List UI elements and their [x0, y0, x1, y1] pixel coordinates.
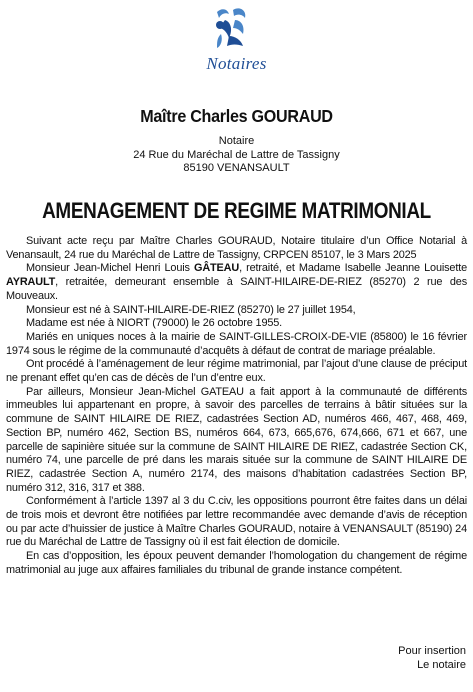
paragraph-marriage: Mariés en uniques noces à la mairie de SAINT-GILLES-CROIX-DE-VIE (85800) le 16 février 1974 sous le régime de la communauté d’acquêts à défaut de contrat de mariage préalable.	[6, 330, 467, 357]
office-address: 24 Rue du Maréchal de Lattre de Tassigny	[133, 148, 340, 161]
office-city: 85190 VENANSAULT	[183, 162, 290, 174]
office-name: Maître Charles GOURAUD	[140, 106, 333, 126]
office-role: Notaire	[218, 135, 255, 147]
notice-body	[6, 235, 467, 578]
parties-text-1: Monsieur Jean-Michel Henri Louis	[26, 262, 194, 275]
notaires-logo	[0, 6, 473, 73]
paragraph-wife-birth: Madame est née à NIORT (79000) le 26 octobre 1955.	[26, 317, 283, 330]
closing-signature: Le notaire	[417, 658, 466, 671]
paragraph-parties	[6, 262, 467, 303]
closing-block	[398, 645, 466, 672]
wife-surname: AYRAULT	[6, 276, 56, 289]
closing-insertion: Pour insertion	[398, 645, 466, 657]
notice-title: AMENAGEMENT DE REGIME MATRIMONIAL	[42, 198, 431, 223]
notaires-emblem-icon	[207, 6, 255, 52]
office-address-block	[0, 135, 473, 176]
paragraph-oppositions: Conformément à l’article 1397 al 3 du C.civ, les oppositions pourront être faites dans un délai de trois mois et devront être notifiées par lettre recommandée avec demande d’avis de réception ou par acte d’huissier de justice à Maître Charles GOURAUD, notaire à VENANSAULT (85190) 24 rue du Maréchal de Lattre de Tassigny où il est fait élection de domicile.	[6, 495, 467, 549]
paragraph-amendment: Ont procédé à l’aménagement de leur régime matrimonial, par l’ajout d’une clause de préciput ne prenant effet qu’en cas de décès de l’un d’entre eux.	[6, 358, 467, 385]
parties-text-2: , retraité, et Madame Isabelle Jeanne Louisette	[239, 262, 467, 275]
paragraph-property-contribution: Par ailleurs, Monsieur Jean-Michel GATEAU a fait apport à la communauté de différents immeubles lui appartenant en propre, à savoir des parcelles de terrains à bâtir situées sur la commune de SAINT HILAIRE DE RIEZ, cadastrées Section AD, numéros 466, 467, 468, 469, Section BP, numéro 462, Section BS, numéros 664, 673, 665,676, 674,666, 671 et 667, une parcelle de sapinière située sur la commune de SAINT HILAIRE DE RIEZ, cadastrée Section CK, numéro 74, une parcelle de pré dans les marais située sur la commune de SAINT HILAIRE DE RIEZ, cadastrée Section A, numéro 2174, des maisons d’habitation cadastrées Section BP, numéro 312, 316, 317 et 388.	[6, 385, 467, 494]
husband-surname: GÂTEAU	[194, 262, 240, 275]
logo-wordmark: Notaires	[206, 54, 267, 73]
paragraph-homologation: En cas d’opposition, les époux peuvent demander l’homologation du changement de régime matrimonial au juge aux affaires familiales du tribunal de grande instance compétent.	[6, 550, 467, 576]
parties-text-3: , retraitée, demeurant ensemble à SAINT-HILAIRE-DE-RIEZ (85270) 2 rue des Mouveaux.	[6, 276, 467, 302]
paragraph-deed: Suivant acte reçu par Maître Charles GOURAUD, Notaire titulaire d’un Office Notarial à Venansault, 24 rue du Maréchal de Lattre de Tassigny, CRPCEN 85107, le 3 Mars 2025	[6, 235, 467, 261]
paragraph-husband-birth: Monsieur est né à SAINT-HILAIRE-DE-RIEZ (85270) le 27 juillet 1954,	[26, 303, 356, 316]
